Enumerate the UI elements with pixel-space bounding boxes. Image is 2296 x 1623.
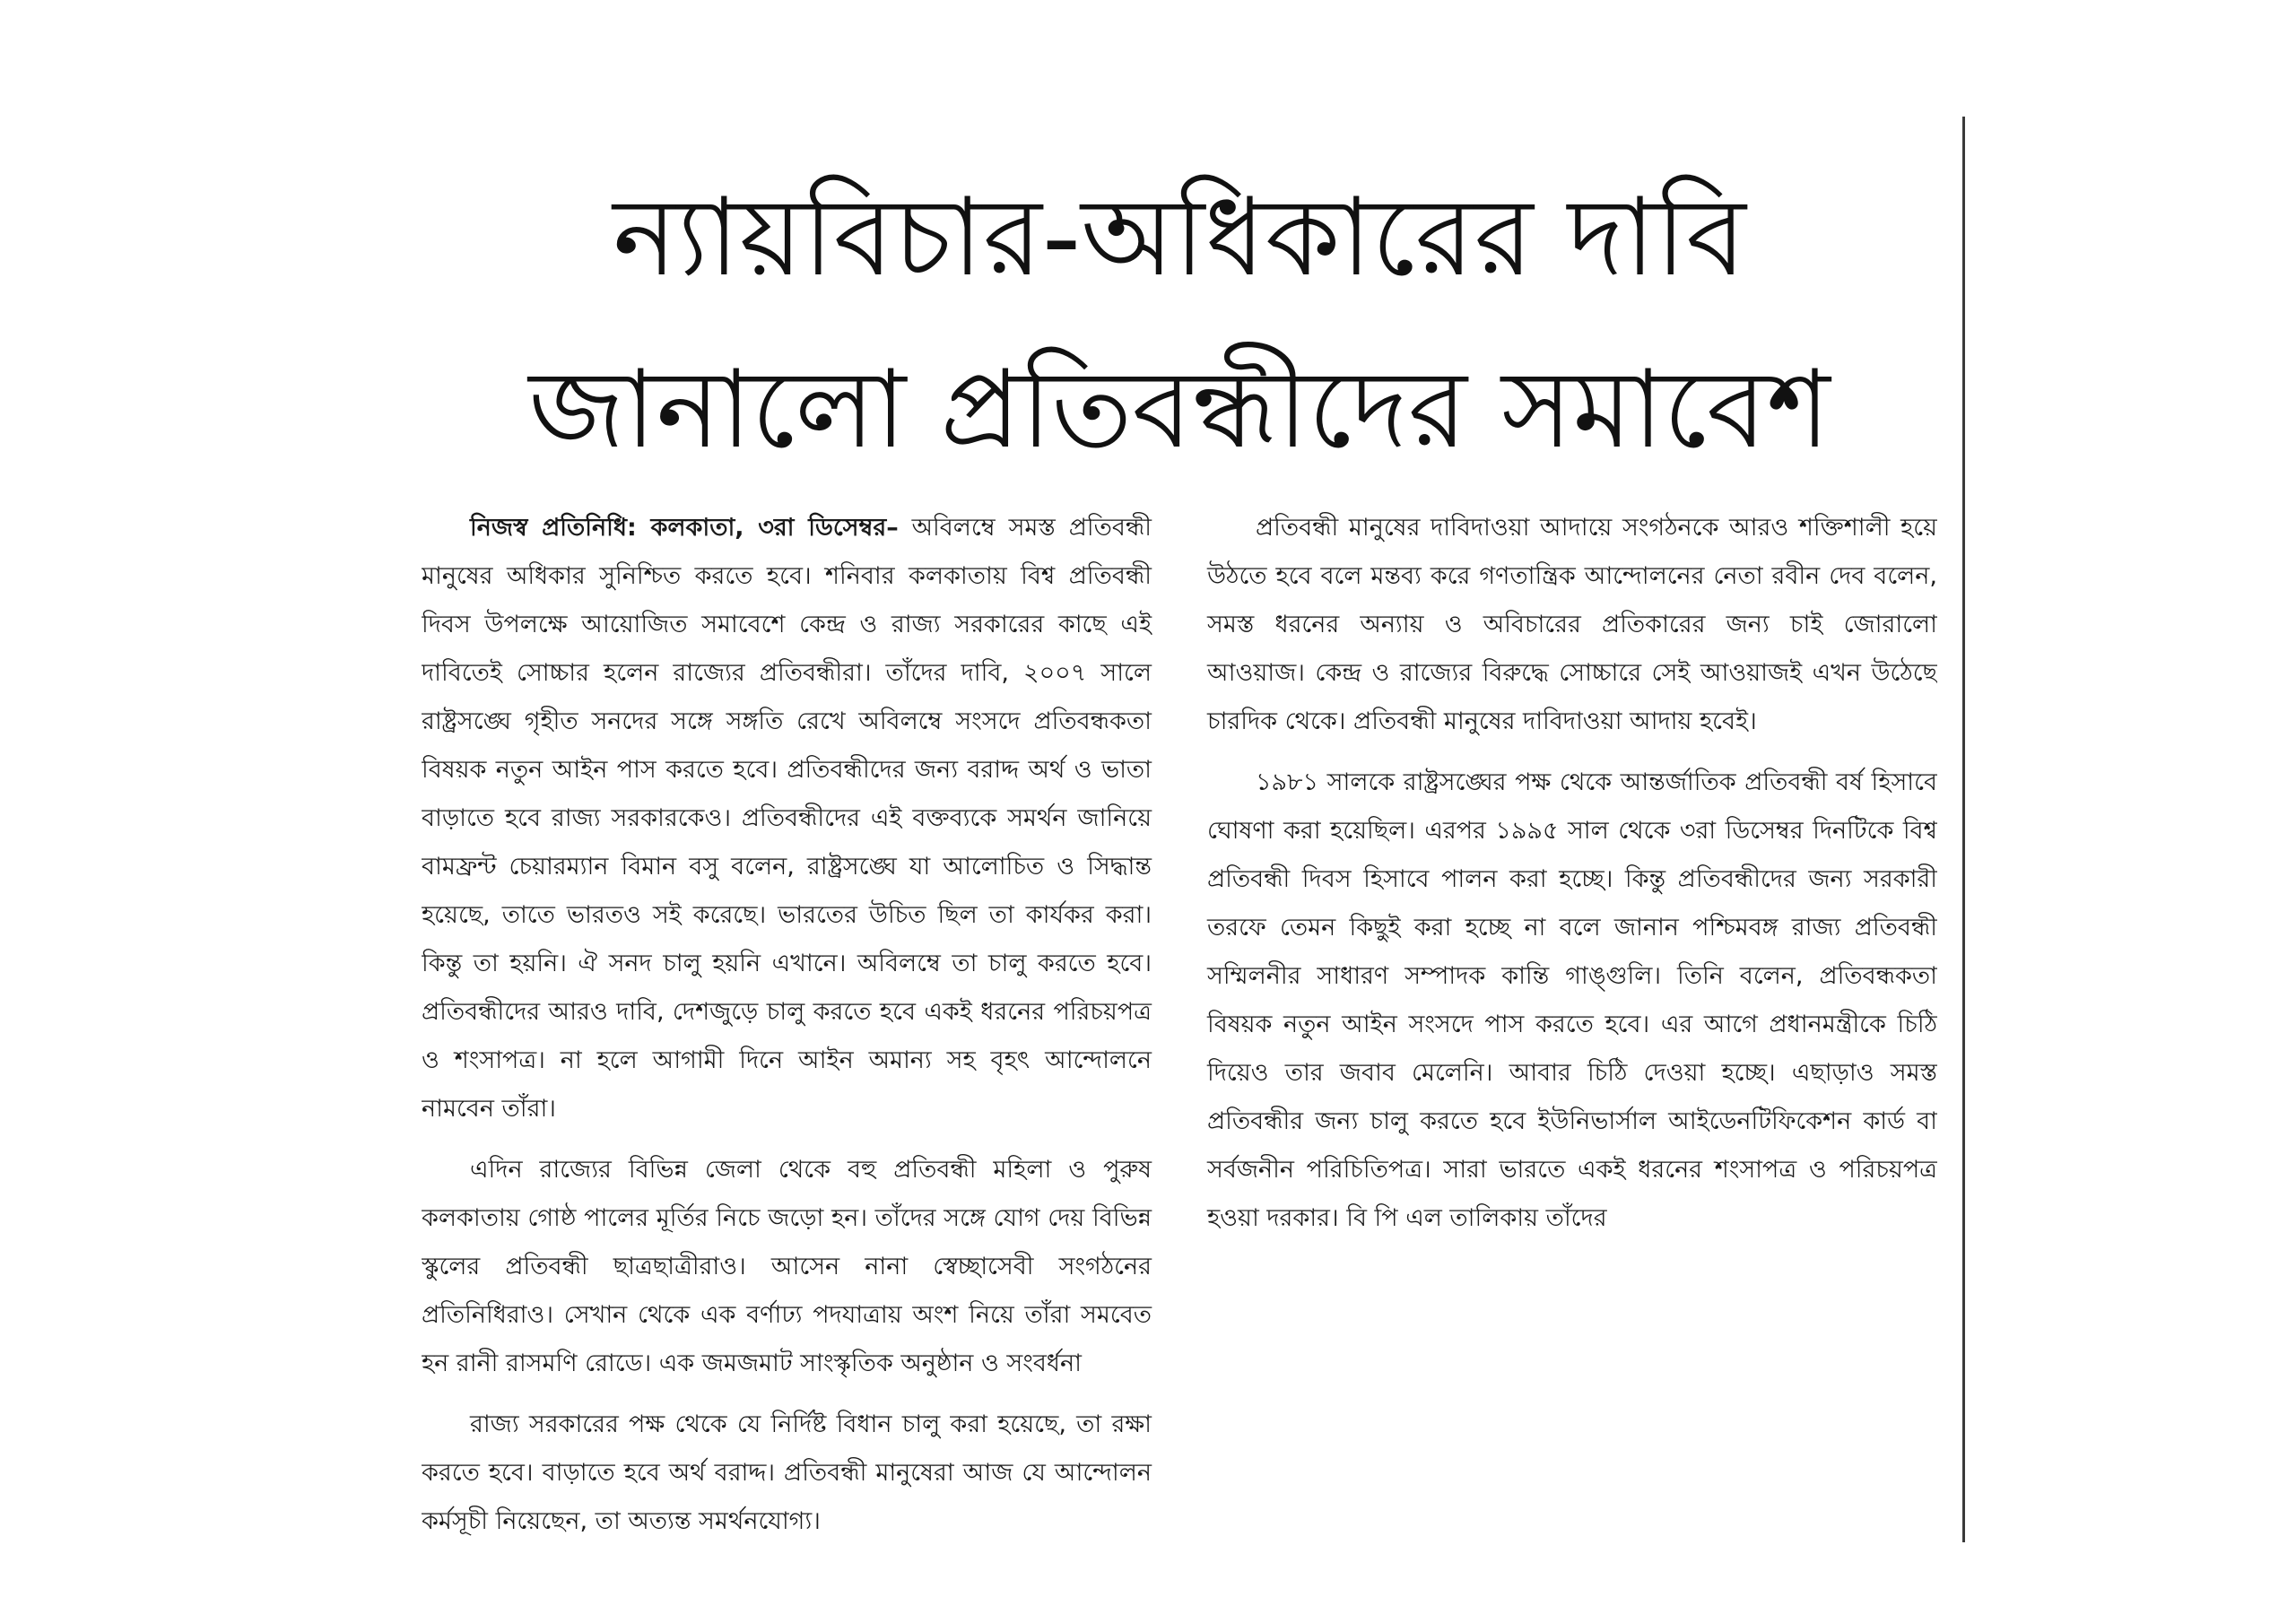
article-paragraph: এদিন রাজ্যের বিভিন্ন জেলা থেকে বহু প্রতিবন্ধী মহিলা ও পুরুষ কলকাতায় গোষ্ঠ পালের মূর্তির নিচে জড়ো হন। তাঁদের সঙ্গে যোগ দেয় বিভিন্ন স্কুলের প্রতিবন্ধী ছাত্রছাত্রীরাও। আসেন নানা স্বেচ্ছাসেবী সংগঠনের প্রতিনিধিরাও। সেখান থেকে এক বর্ণাঢ্য পদযাত্রায় অংশ নিয়ে তাঁরা সমবেত হন রানী রাসমণি রোডে। এক জমজমাট সাংস্কৃতিক অনুষ্ঠান ও সংবর্ধনা [422, 1156, 1152, 1377]
column-rule [1962, 117, 1965, 1542]
article-body [422, 504, 1937, 1549]
article-paragraph: ১৯৮১ সালকে রাষ্ট্রসঙ্ঘের পক্ষ থেকে আন্তর্জাতিক প্রতিবন্ধী বর্ষ হিসাবে ঘোষণা করা হয়েছিল। এরপর ১৯৯৫ সাল থেকে ৩রা ডিসেম্বর দিনটিকে বিশ্ব প্রতিবন্ধী দিবস হিসাবে পালন করা হচ্ছে। কিন্তু প্রতিবন্ধীদের জন্য সরকারী তরফে তেমন কিছুই করা হচ্ছে না বলে জানান পশ্চিমবঙ্গ রাজ্য প্রতিবন্ধী সম্মিলনীর সাধারণ সম্পাদক কান্তি গাঙ্গুলি। তিনি বলেন, প্রতিবন্ধকতা বিষয়ক নতুন আইন সংসদে পাস করতে হবে। এর আগে প্রধানমন্ত্রীকে চিঠি দিয়েও তার জবাব মেলেনি। আবার চিঠি দেওয়া হচ্ছে। এছাড়াও সমস্ত প্রতিবন্ধীর জন্য চালু করতে হবে ইউনিভার্সাল আইডেনটিফিকেশন কার্ড বা সর্বজনীন পরিচিতিপত্র। সারা ভারতে একই ধরনের শংসাপত্র ও পরিচয়পত্র হওয়া দরকার। বি পি এল তালিকায় তাঁদের [1207, 768, 1937, 1232]
headline [408, 152, 1951, 497]
article-paragraph: রাজ্য সরকারের পক্ষ থেকে যে নির্দিষ্ট বিধান চালু করা হয়েছে, তা রক্ষা করতে হবে। বাড়াতে হবে অর্থ বরাদ্দ। প্রতিবন্ধী মানুষেরা আজ যে আন্দোলন কর্মসূচী নিয়েছেন, তা অত্যন্ত সমর্থনযোগ্য। [422, 1410, 1152, 1535]
headline-line-2: জানালো প্রতিবন্ধীদের সমাবেশ [528, 348, 1831, 473]
article-paragraph [422, 504, 1152, 1133]
headline-line-1: ন্যায়বিচার-অধিকারের দাবি [613, 176, 1746, 300]
dateline: নিজস্ব প্রতিনিধি: কলকাতা, ৩রা ডিসেম্বর– [470, 514, 899, 542]
article-paragraph: প্রতিবন্ধী মানুষের দাবিদাওয়া আদায়ে সংগঠনকে আরও শক্তিশালী হয়ে উঠতে হবে বলে মন্তব্য করে গণতান্ত্রিক আন্দোলনের নেতা রবীন দেব বলেন, সমস্ত ধরনের অন্যায় ও অবিচারের প্রতিকারের জন্য চাই জোরালো আওয়াজ। কেন্দ্র ও রাজ্যের বিরুদ্ধে সোচ্চারে সেই আওয়াজই এখন উঠেছে চারদিক থেকে। প্রতিবন্ধী মানুষের দাবিদাওয়া আদায় হবেই। [1207, 514, 1937, 735]
paragraph-text: অবিলম্বে সমস্ত প্রতিবন্ধী মানুষের অধিকার সুনিশ্চিত করতে হবে। শনিবার কলকাতায় বিশ্ব প্রতিবন্ধী দিবস উপলক্ষে আয়োজিত সমাবেশে কেন্দ্র ও রাজ্য সরকারের কাছে এই দাবিতেই সোচ্চার হলেন রাজ্যের প্রতিবন্ধীরা। তাঁদের দাবি, ২০০৭ সালে রাষ্ট্রসঙ্ঘে গৃহীত সনদের সঙ্গে সঙ্গতি রেখে অবিলম্বে সংসদে প্রতিবন্ধকতা বিষয়ক নতুন আইন পাস করতে হবে। প্রতিবন্ধীদের জন্য বরাদ্দ অর্থ ও ভাতা বাড়াতে হবে রাজ্য সরকারকেও। প্রতিবন্ধীদের এই বক্তব্যকে সমর্থন জানিয়ে বামফ্রন্ট চেয়ারম্যান বিমান বসু বলেন, রাষ্ট্রসঙ্ঘে যা আলোচিত ও সিদ্ধান্ত হয়েছে, তাতে ভারতও সই করেছে। ভারতের উচিত ছিল তা কার্যকর করা। কিন্তু তা হয়নি। ঐ সনদ চালু হয়নি এখানে। অবিলম্বে তা চালু করতে হবে। প্রতিবন্ধীদের আরও দাবি, দেশজুড়ে চালু করতে হবে একই ধরনের পরিচয়পত্র ও শংসাপত্র। না হলে আগামী দিনে আইন অমান্য সহ বৃহৎ আন্দোলনে নামবেন তাঁরা। [422, 514, 1152, 1123]
